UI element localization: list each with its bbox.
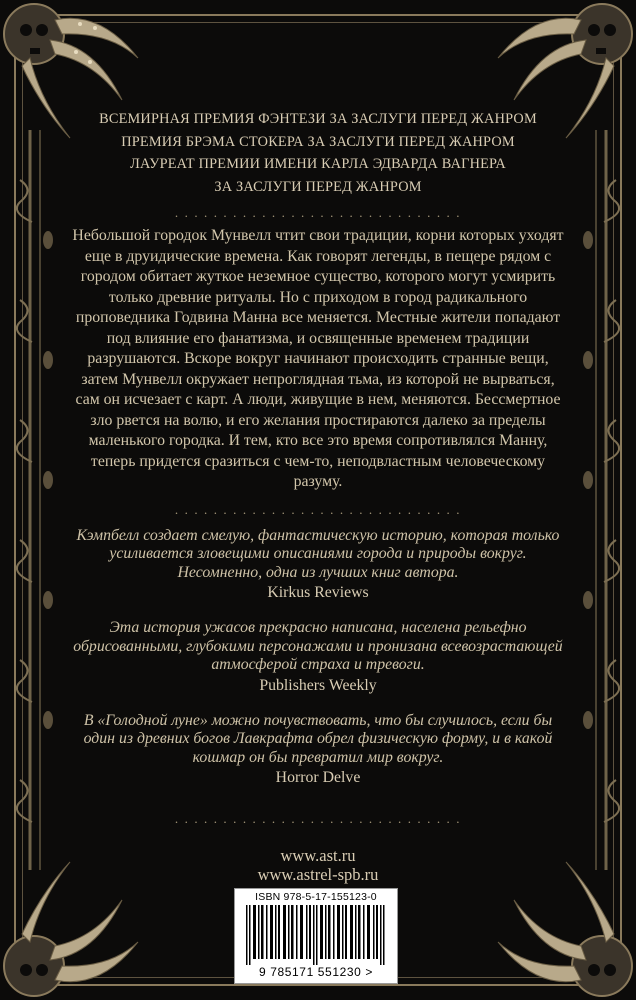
isbn-barcode (234, 888, 398, 984)
dotted-divider: . . . . . . . . . . . . . . . . . . . . . . . . . . . . . . (174, 811, 462, 826)
review-source: Horror Delve (275, 769, 361, 786)
review-quote: Кэмпбелл создает смелую, фантастическую историю, которая только усиливается зловещими описаниями города и природы вокруг. Несомненно, одна из лучших книг автора. (76, 526, 560, 581)
review-kirkus (70, 527, 566, 604)
website-link[interactable]: www.astrel-spb.ru (257, 865, 379, 884)
review-source: Kirkus Reviews (267, 584, 369, 601)
dotted-divider: . . . . . . . . . . . . . . . . . . . . . . . . . . . . . . (174, 501, 462, 517)
review-quote: Эта история ужасов прекрасно написана, населена рельефно обрисованными, глубокими персонажами и пронизана всевозрастающей атмосферой страха и тревоги. (73, 619, 563, 673)
review-publishers-weekly (70, 619, 566, 696)
award-line: ПРЕМИЯ БРЭМА СТОКЕРА ЗА ЗАСЛУГИ ПЕРЕД ЖАНРОМ (121, 133, 515, 150)
award-line: ЛАУРЕАТ ПРЕМИИ ИМЕНИ КАРЛА ЭДВАРДА ВАГНЕРА (130, 156, 506, 172)
website-link[interactable]: www.ast.ru (280, 846, 356, 865)
barcode-digits: 9 785171 551230 > (259, 965, 373, 979)
book-blurb: Небольшой городок Мунвелл чтит свои традиции, корни которых уходят еще в друидические времена. Как говорят легенды, в пещере рядом с городом обитает жуткое неземное существо, которого могут усмирить только древние ритуалы. Но с приходом в город радикального проповедника Годвина Манна все меняется. Местные жители попадают под влияние его фанатизма, и освященные временем традиции разрушаются. Вскоре вокруг начинают происходить странные вещи, затем Мунвелл окружает непроглядная тьма, из которой не вырваться, сам он исчезает с карт. А люди, живущие в нем, меняются. Бессмертное зло рвется на волю, и его желания простираются далеко за пределы маленького городка. И тем, кто все это время сопротивлялся Манну, теперь придется сразиться с чем-то, неподвластным человеческому разуму. (72, 227, 564, 490)
award-line: ВСЕМИРНАЯ ПРЕМИЯ ФЭНТЕЗИ ЗА ЗАСЛУГИ ПЕРЕД ЖАНРОМ (99, 111, 537, 127)
isbn-label: ISBN 978-5-17-155123-0 (255, 891, 377, 903)
review-quote: В «Голодной луне» можно почувствовать, что бы случилось, если бы один из древних богов Лавкрафта обрел физическую форму, и в какой кошмар он бы превратил мир вокруг. (83, 711, 553, 766)
award-line: ЗА ЗАСЛУГИ ПЕРЕД ЖАНРОМ (214, 178, 422, 195)
back-cover-content (70, 108, 566, 830)
publisher-websites (0, 846, 636, 884)
dotted-divider: . . . . . . . . . . . . . . . . . . . . . . . . . . . . . . (174, 205, 462, 220)
barcode-bars (246, 905, 386, 965)
review-horror-delve (70, 712, 566, 789)
review-source: Publishers Weekly (259, 676, 377, 694)
awards-list (70, 108, 566, 198)
